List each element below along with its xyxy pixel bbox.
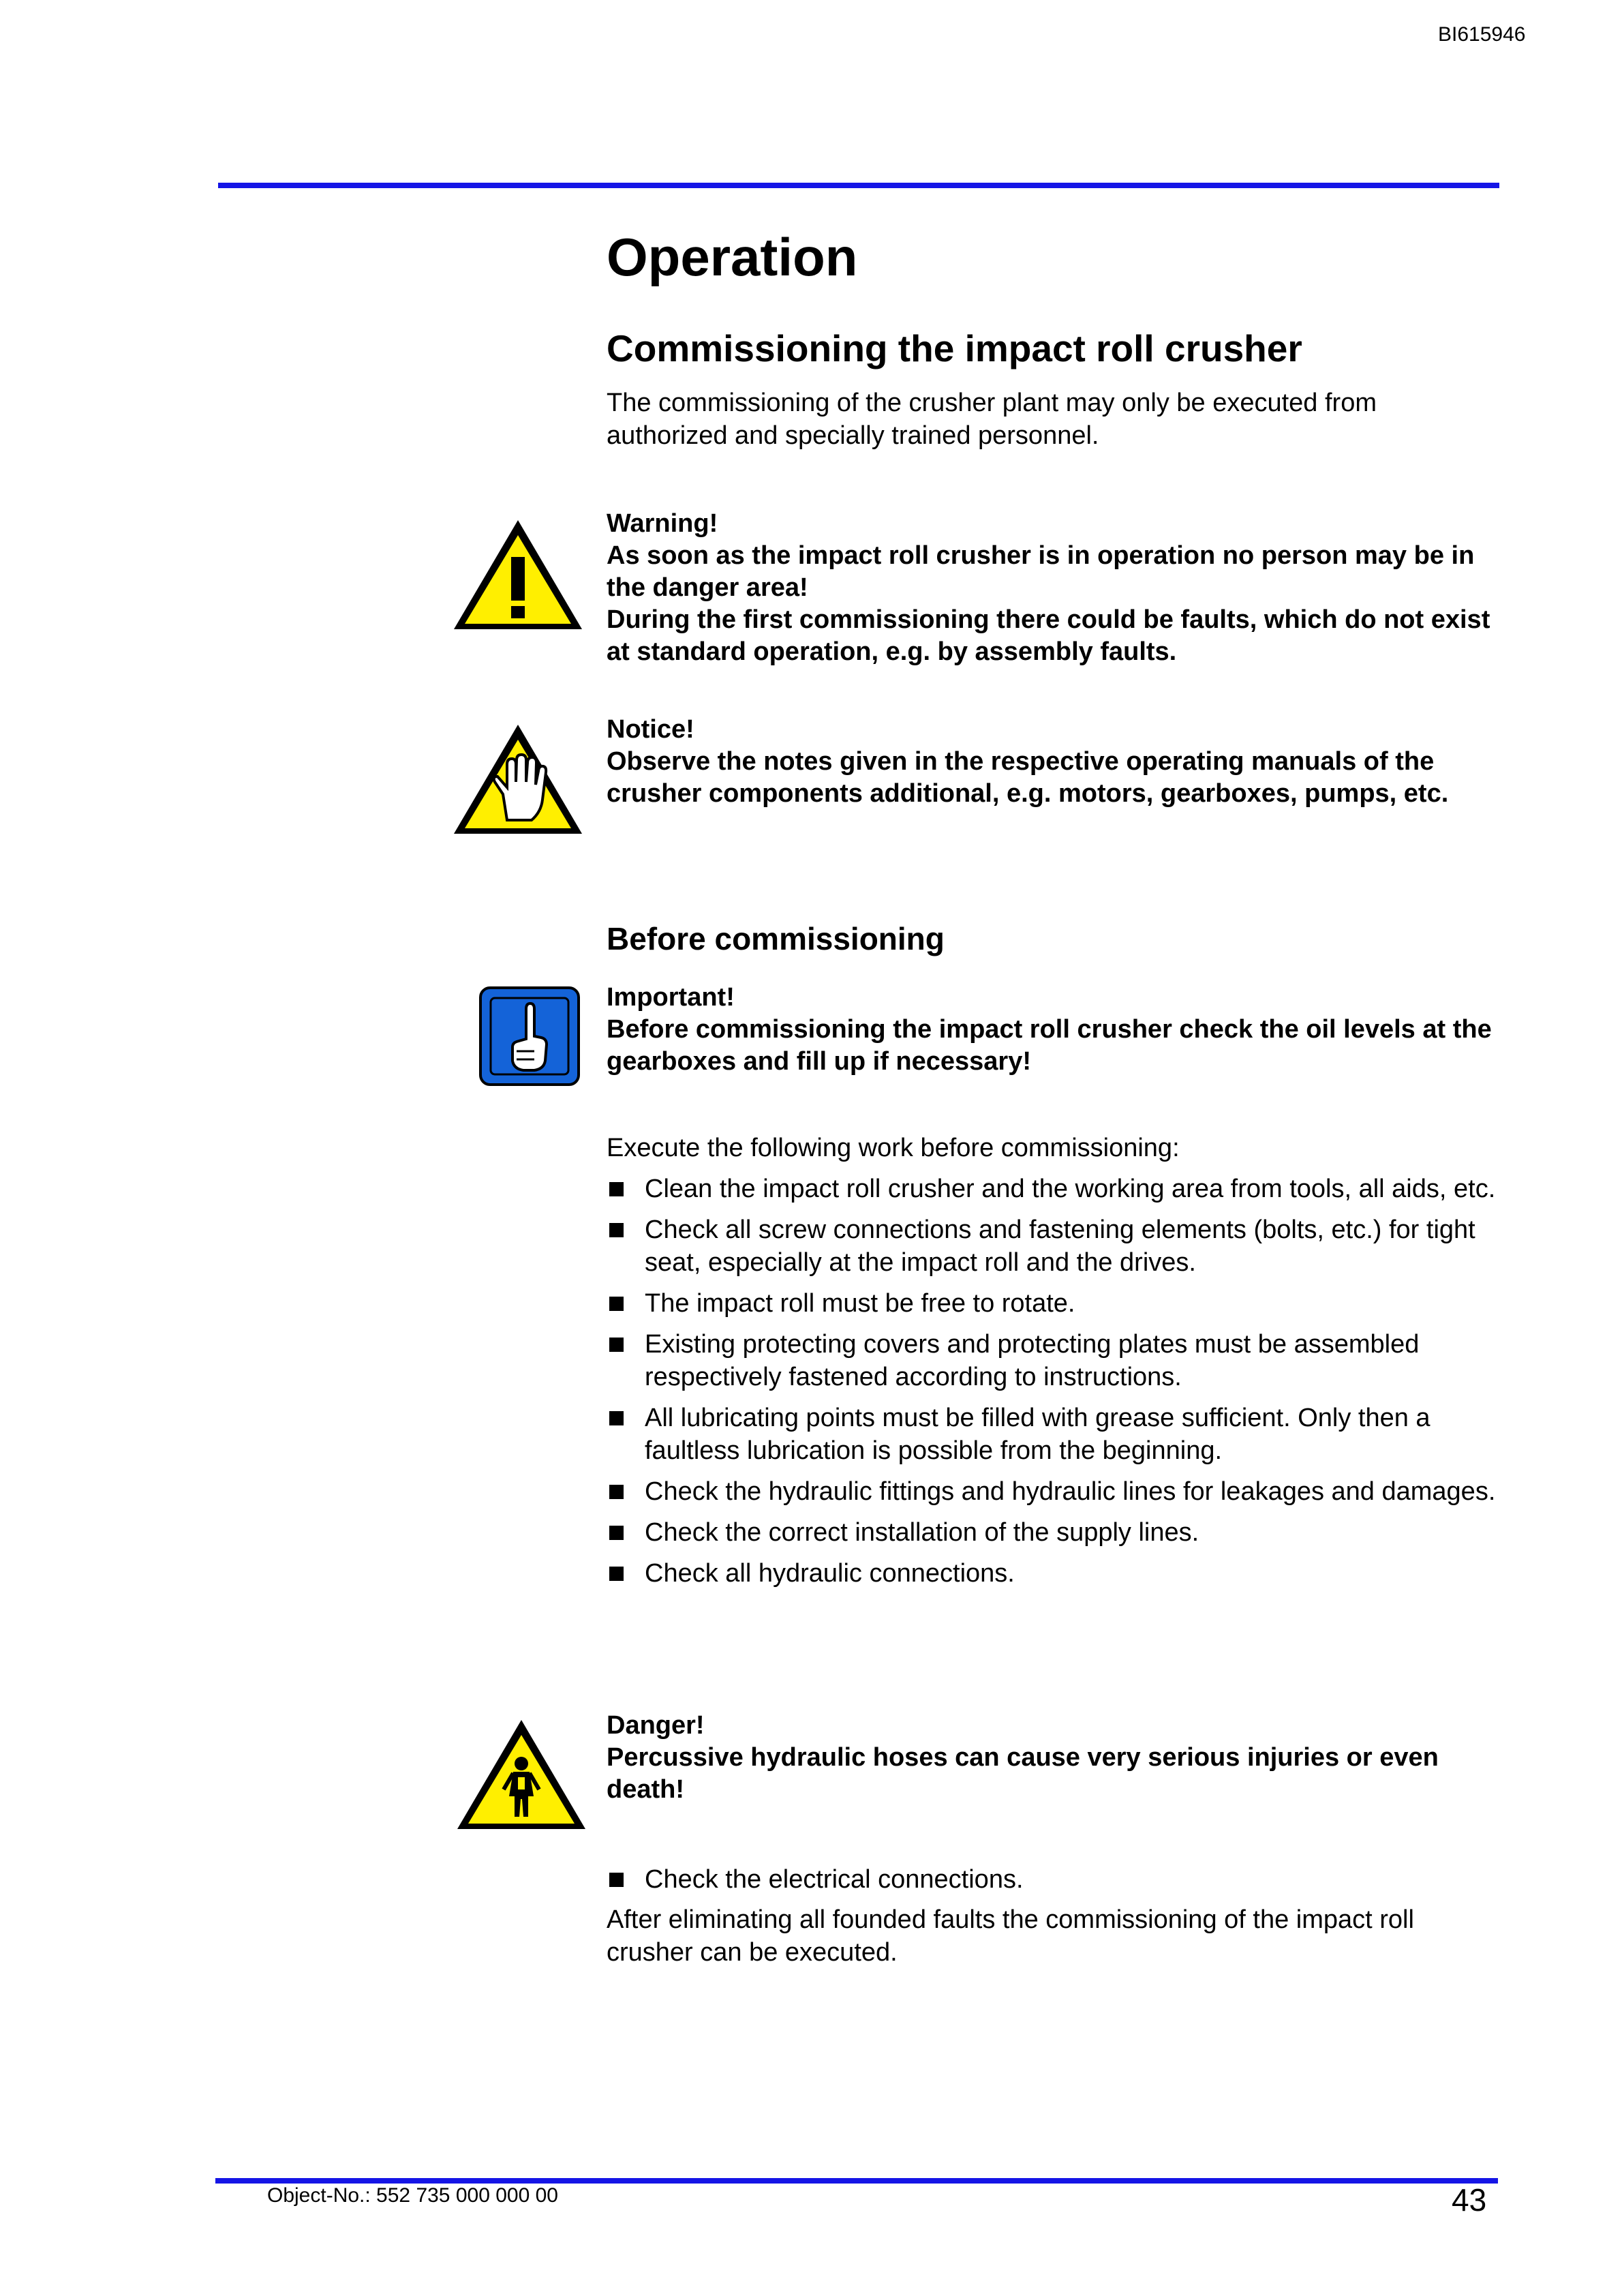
- checklist-item: Check all hydraulic connections.: [607, 1557, 1499, 1590]
- section-heading: Commissioning the impact roll crusher: [607, 327, 1302, 369]
- important-note: [607, 982, 1506, 1078]
- checklist-item: Check the electrical connections.: [607, 1863, 1499, 1896]
- warning-line: As soon as the impact roll crusher is in operation no person may be in the danger area!: [607, 541, 1475, 602]
- bullet-square-icon: [609, 1297, 624, 1311]
- final-checklist: [607, 1863, 1499, 1904]
- page-title: Operation: [607, 227, 858, 287]
- notice-line: Observe the notes given in the respective operating manuals of the crusher components additional, e.g. motors, gearboxes, pumps, etc.: [607, 747, 1449, 808]
- notice-hand-icon: [450, 719, 586, 856]
- checklist-item: The impact roll must be free to rotate.: [607, 1287, 1499, 1320]
- warning-exclamation-icon: [450, 515, 586, 651]
- checklist-item: All lubricating points must be filled with grease sufficient. Only then a faultless lubrication is possible from the beginning.: [607, 1402, 1499, 1467]
- object-number: Object-No.: 552 735 000 000 00: [267, 2184, 558, 2207]
- header-rule: [218, 183, 1499, 188]
- closing-paragraph: After eliminating all founded faults the commissioning of the impact roll crusher can be executed.: [607, 1905, 1414, 1967]
- checklist-item: Check the hydraulic fittings and hydraulic lines for leakages and damages.: [607, 1475, 1499, 1508]
- important-finger-icon: [478, 986, 581, 1087]
- checklist-item: Clean the impact roll crusher and the working area from tools, all aids, etc.: [607, 1173, 1499, 1205]
- important-label: Important!: [607, 983, 735, 1012]
- notice-note: [607, 714, 1506, 810]
- notice-label: Notice!: [607, 715, 694, 744]
- bullet-square-icon: [609, 1411, 624, 1425]
- checklist-item: Existing protecting covers and protecting plates must be assembled respectively fastened according to instructions.: [607, 1328, 1499, 1393]
- warning-label: Warning!: [607, 509, 718, 538]
- intro-paragraph: The commissioning of the crusher plant may only be executed from authorized and specially trained personnel.: [607, 389, 1377, 450]
- work-intro: Execute the following work before commissioning:: [607, 1134, 1180, 1162]
- page-number: 43: [1452, 2182, 1487, 2218]
- checklist: [607, 1173, 1499, 1598]
- checklist-item: Check the correct installation of the supply lines.: [607, 1516, 1499, 1549]
- footer-rule: [215, 2178, 1498, 2184]
- warning-note: [607, 508, 1506, 668]
- bullet-square-icon: [609, 1873, 624, 1887]
- bullet-square-icon: [609, 1526, 624, 1540]
- bullet-square-icon: [609, 1223, 624, 1237]
- before-commissioning-heading: Before commissioning: [607, 921, 945, 956]
- danger-person-icon: [453, 1715, 590, 1851]
- bullet-square-icon: [609, 1338, 624, 1352]
- checklist-item: Check all screw connections and fastening elements (bolts, etc.) for tight seat, especially at the impact roll and the drives.: [607, 1213, 1499, 1279]
- bullet-square-icon: [609, 1485, 624, 1499]
- bullet-square-icon: [609, 1567, 624, 1581]
- bullet-square-icon: [609, 1182, 624, 1196]
- important-line: Before commissioning the impact roll crusher check the oil levels at the gearboxes and fill up if necessary!: [607, 1015, 1492, 1076]
- warning-line: During the first commissioning there could be faults, which do not exist at standard operation, e.g. by assembly faults.: [607, 605, 1490, 666]
- danger-label: Danger!: [607, 1711, 705, 1740]
- danger-note: [607, 1710, 1506, 1806]
- document-id: BI615946: [1438, 23, 1526, 46]
- danger-line: Percussive hydraulic hoses can cause very serious injuries or even death!: [607, 1743, 1439, 1804]
